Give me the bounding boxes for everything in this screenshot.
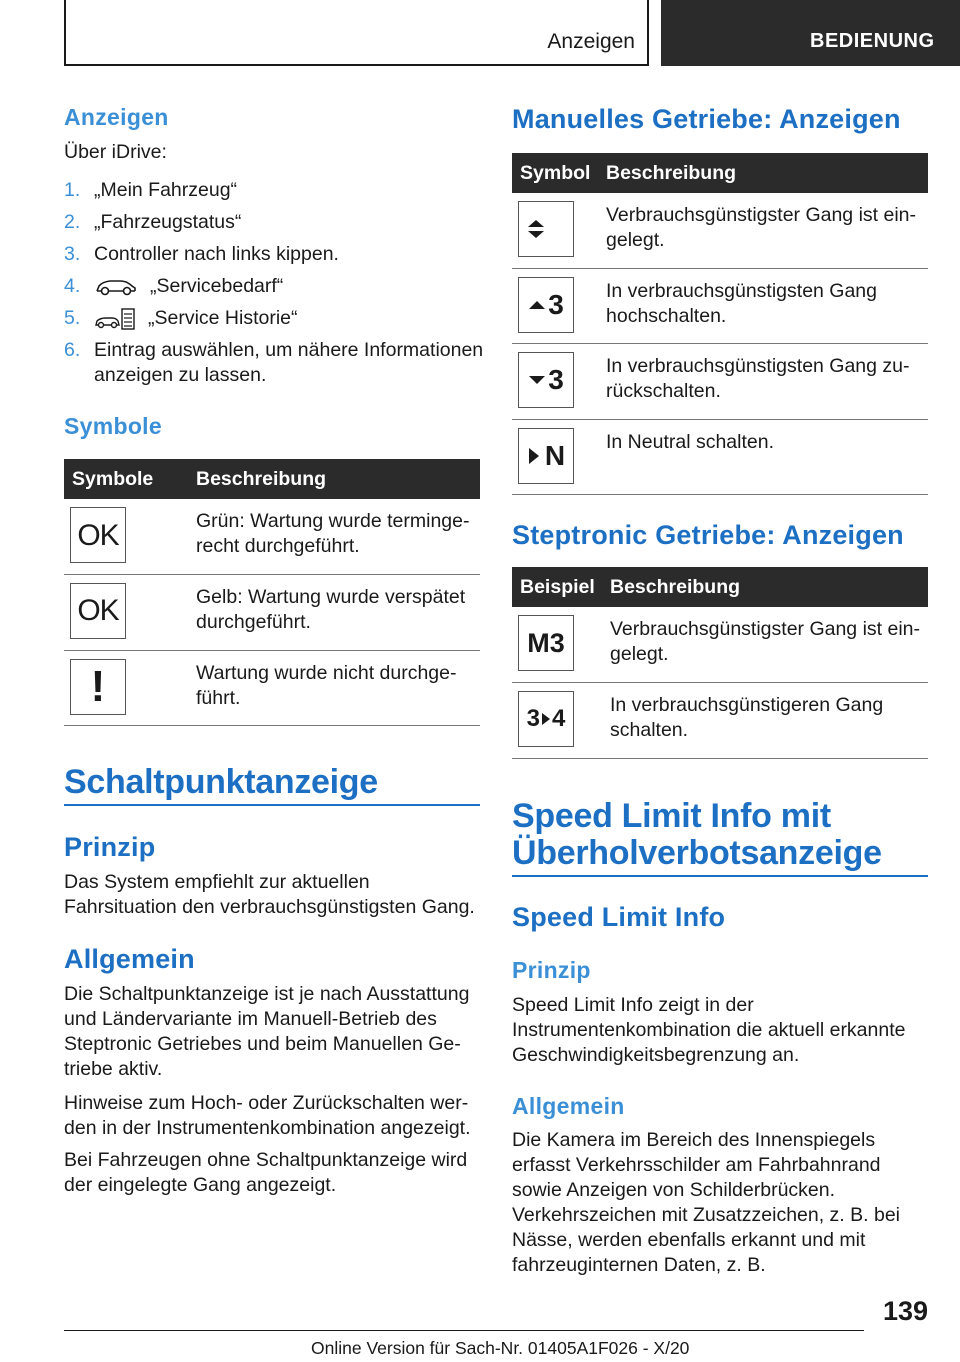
table-row: OK Grün: Wartung wurde termingerecht durchgeführt. [64, 499, 480, 574]
table-row: OK Gelb: Wartung wurde verspätet durchgeführt. [64, 574, 480, 650]
ok-green-icon: OK [70, 507, 126, 563]
table-row: N In Neutral schalten. [512, 419, 928, 494]
table-header: Beschreibung [602, 567, 928, 607]
table-row: Verbrauchsgünstigster Gang ist eingelegt. [512, 193, 928, 268]
page-number: 139 [882, 1296, 928, 1326]
table-row: 3 In verbrauchsgünstigsten Gang hochschalten. [512, 268, 928, 343]
table-row: 3 In verbrauchsgünstigsten Gang zurückschalten. [512, 343, 928, 419]
neutral-icon: N [518, 428, 574, 484]
m3-gear-icon: M3 [518, 615, 574, 671]
downshift-icon: 3 [518, 352, 574, 408]
allgemein-p3: Bei Fahrzeugen ohne Schaltpunktanzeige wird der eingelegte Gang angezeigt. [64, 1149, 468, 1196]
table-header: Symbol [512, 153, 598, 193]
speed-limit-info-heading: Speed Limit Info [512, 902, 726, 932]
allgemein-subheading: Allgemein [512, 1093, 625, 1119]
manual-gear-table [512, 153, 928, 495]
allgemein-p2: Hinweise zum Hoch- oder Zurückschalten werden in der Instrumentenkombination angezeigt. [64, 1092, 471, 1139]
footer-version: Online Version für Sach-Nr. 01405A1F026 - X/20 [311, 1338, 690, 1358]
shift-3-to-4-icon: 3 4 [518, 691, 574, 747]
exclamation-icon: ! [70, 659, 126, 715]
sli-prinzip-text: Speed Limit Info zeigt in der Instrumentenkombination die aktuell erkannte Geschwindigkeitsbegrenzung an. [512, 994, 906, 1066]
schaltpunktanzeige-heading: Schaltpunktanzeige [64, 763, 378, 801]
chapter-tab: BEDIENUNG [661, 0, 960, 66]
allgemein-p1: Die Schaltpunktanzeige ist je nach Ausstattung und Ländervariante im Manuell-Betrieb des Steptronic Getriebes und beim Manuellen Getriebe aktiv. [64, 983, 470, 1080]
anzeigen-heading: Anzeigen [64, 104, 169, 130]
footer-rule [64, 1330, 864, 1331]
prinzip-text: Das System empfiehlt zur aktuellen Fahrsituation den verbrauchsgünstigsten Gang. [64, 871, 475, 918]
symbole-table [64, 459, 480, 726]
prinzip-heading: Prinzip [64, 832, 156, 862]
idrive-intro: Über iDrive: [64, 141, 167, 163]
car-icon [94, 277, 138, 297]
heading-rule [64, 804, 480, 806]
symbole-heading: Symbole [64, 413, 162, 439]
allgemein-heading: Allgemein [64, 944, 195, 974]
table-header: Beschreibung [598, 153, 928, 193]
optimal-gear-icon [518, 201, 574, 257]
table-row: 3 4 In verbrauchsgünstigeren Gang schalten. [512, 682, 928, 758]
table-row: M3 Verbrauchsgünstigster Gang ist eingelegt. [512, 607, 928, 682]
prinzip-subheading: Prinzip [512, 957, 591, 983]
ok-yellow-icon: OK [70, 583, 126, 639]
service-history-icon [94, 307, 136, 331]
sli-allgemein-text: Die Kamera im Bereich des Innenspiegels erfasst Verkehrsschilder am Fahrbahnrand sowie Anzeigen von Schilderbrücken. Verkehrszeichen mit Zusatzzeichen, z. B. bei Nässe, werden ebenfalls erkannt und mit fahrzeuginternen Daten, z. B. [512, 1129, 901, 1276]
steptronic-table [512, 567, 928, 759]
header-box [64, 0, 649, 66]
section-title: Anzeigen [547, 30, 635, 53]
table-header: Beschreibung [188, 459, 480, 499]
manual-gear-heading: Manuelles Getriebe: Anzeigen [512, 104, 901, 134]
heading-rule [512, 875, 928, 877]
steptronic-heading: Steptronic Getriebe: Anzeigen [512, 520, 904, 550]
table-row: ! Wartung wurde nicht durchgeführt. [64, 650, 480, 725]
speed-limit-heading: Speed Limit Info mit Überholverbotsanzeige [512, 797, 882, 872]
table-header: Beispiel [512, 567, 602, 607]
table-header: Symbole [64, 459, 188, 499]
upshift-icon: 3 [518, 277, 574, 333]
